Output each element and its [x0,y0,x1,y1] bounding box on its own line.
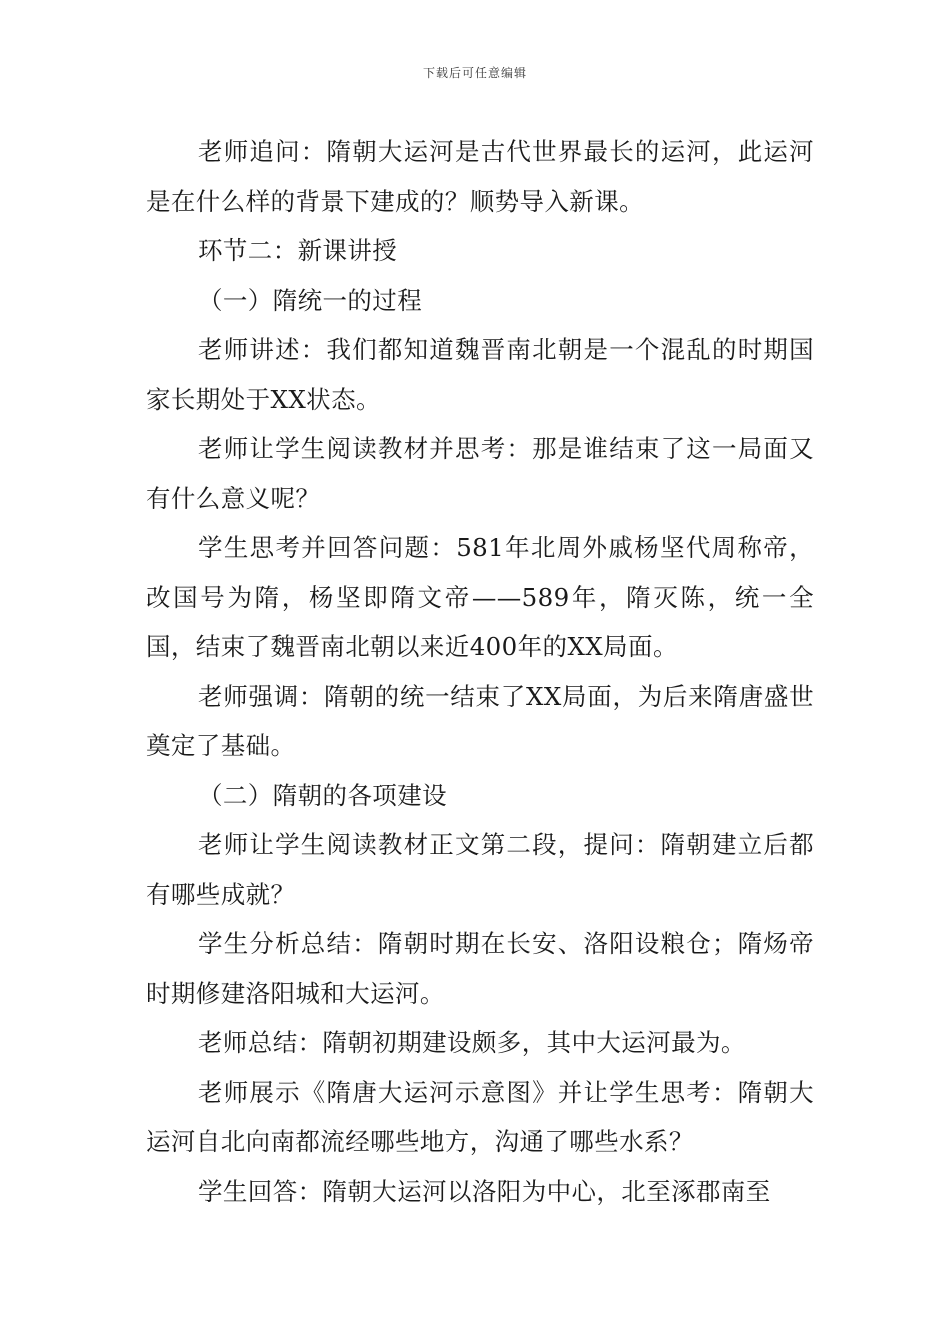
paragraph-student-reply: 学生回答：隋朝大运河以洛阳为中心，北至涿郡南至 [198,1176,771,1206]
paragraph-teacher-emphasis: 老师强调：隋朝的统一结束了XX局面，为后来隋唐盛世奠定了基础。 [146,681,814,760]
paragraph-teacher-question: 老师追问：隋朝大运河是古代世界最长的运河，此运河是在什么样的背景下建成的？顺势导入新课。 [146,137,814,216]
subsection-heading-construction: （二）隋朝的各项建设 [198,780,447,810]
subsection-heading-unification: （一）隋统一的过程 [198,285,423,315]
paragraph-teacher-narration: 老师讲述：我们都知道魏晋南北朝是一个混乱的时期国家长期处于XX状态。 [146,335,814,414]
paragraph-map-prompt: 老师展示《隋唐大运河示意图》并让学生思考：隋朝大运河自北向南都流经哪些地方，沟通了哪些水系？ [146,1077,814,1156]
document-body [146,127,814,1216]
paragraph-student-answer: 学生思考并回答问题：581年北周外戚杨坚代周称帝，改国号为隋，杨坚即隋文帝——589年，隋灭陈，统一全国，结束了魏晋南北朝以来近400年的XX局面。 [146,533,814,661]
paragraph-reading-second-section: 老师让学生阅读教材正文第二段，提问：隋朝建立后都有哪些成就？ [146,830,814,909]
paragraph-teacher-summary: 老师总结：隋朝初期建设颇多，其中大运河最为。 [198,1028,746,1057]
paragraph-student-summary: 学生分析总结：隋朝时期在长安、洛阳设粮仓；隋炀帝时期修建洛阳城和大运河。 [146,929,814,1008]
section-heading-new-lesson: 环节二：新课讲授 [198,236,398,265]
paragraph-reading-prompt: 老师让学生阅读教材并思考：那是谁结束了这一局面又有什么意义呢？ [146,434,814,513]
page-header: 下载后可任意编辑 [422,66,527,80]
